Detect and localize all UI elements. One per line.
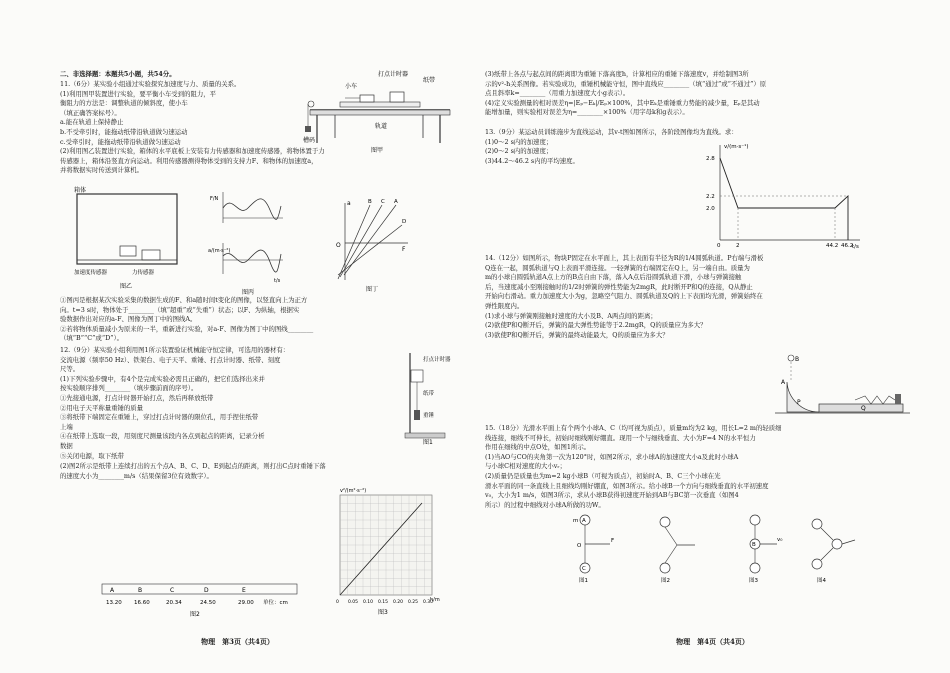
q15-line: 与小球C相对速度的大小vᵣ； xyxy=(485,462,567,471)
figure-ding xyxy=(330,195,410,295)
tape-point-B: B xyxy=(138,587,143,594)
q12c-line: (3)纸带上各点与起点间的距离即为重锤下落高度h，计算相应的重锤下落速度v，并绘制图3所 xyxy=(485,70,749,78)
q15-line: (2)质量仍是质量也为m=2 kg小球B（可视为质点），初始时A、B、C三个小球在光 xyxy=(485,471,721,480)
tape-point-E: E xyxy=(242,587,246,594)
q11-line: b.不受牵引时，能拖动纸带沿轨道做匀速运动 xyxy=(60,127,188,136)
q15-fig-caption: 图1 xyxy=(579,578,588,584)
q11-line: 传感器上，箱体沿竖直方向运动。利用传感器测得物体受到的支持力F、和物体的加速度a， xyxy=(60,156,318,165)
q14-line: 弹性限度内。 xyxy=(485,301,524,310)
fig3-xtick: 0 xyxy=(336,600,339,605)
vt-ytick: 2.2 xyxy=(706,194,715,200)
caption-fig1: 图1 xyxy=(423,439,433,446)
figure-jia xyxy=(305,68,455,158)
fig3-xtick: 0.10 xyxy=(363,600,374,605)
ball-label-B: B xyxy=(752,542,756,548)
tape-unit: 单位：cm xyxy=(263,600,288,606)
caption-yi: 图乙 xyxy=(120,283,133,290)
question-11 xyxy=(60,80,310,147)
question-12 xyxy=(60,346,400,461)
q12-line: ③将纸带下端固定在重锤上，穿过打点计时器的限位孔，用手捏住纸带 xyxy=(60,413,259,422)
q13-line: (2)0～2 s内的加速度； xyxy=(485,147,553,156)
ding-origin: O xyxy=(336,242,341,249)
q15-line: v₀，大小为1 m/s，如图3所示，求从小球B获得初速度开始到AB与BC第一次垂直（如图4 xyxy=(485,491,739,500)
q11-line: (2)利用图乙装置进行实验，箱体的水平底板上安装有力传感器和加速度传感器，将物体置于力 xyxy=(60,147,325,155)
fig3-xtick: 0.25 xyxy=(408,600,419,605)
fig3-xtick: 0.30 xyxy=(423,600,434,605)
left-footer: 物理 第3页（共4页） xyxy=(201,637,274,646)
q12-line: 按实验顺序排列________（填步骤前面的序号）。 xyxy=(60,384,198,393)
q12-line: 数据 xyxy=(60,441,73,450)
q14-line: 14.（12分）如图所示，物块P固定在水平面上，其上表面有半径为R的1/4圆弧轨道。P右端与滑板 xyxy=(485,254,764,262)
q12-line: 的速度大小为________m/s（结果保留3位有效数字）。 xyxy=(60,471,213,480)
q11-line: 衡阻力的方法是：调整轨道的倾斜度，使小车 xyxy=(60,99,188,108)
q12-line: 上端 xyxy=(60,422,73,431)
fig3-ylabel: v²/(m²·s⁻²) xyxy=(340,488,367,494)
q12-line: 尺等。 xyxy=(60,365,80,374)
vt-xtick: 46.2 xyxy=(841,243,854,249)
figure-12-2 xyxy=(100,582,300,618)
q15-line: 线连接，细线不可伸长，初始时细线刚好绷直。现用一个与细线垂直、大小为F=4 N的水平恒力 xyxy=(485,433,756,442)
q15-line: 作用在细线的中点O处，如图1所示。 xyxy=(485,443,591,452)
q11-line: c.受牵引时，能拖动纸带沿轨道做匀速运动 xyxy=(60,137,181,146)
q15-line: 滑水平面的同一条直线上且细线均刚好绷直，如图3所示。给小球B一个方向与细线垂直的水平初速度 xyxy=(485,481,769,490)
q14-label: P xyxy=(797,399,801,406)
section-title: 二、非选择题：本题共5小题，共54分。 xyxy=(60,70,176,78)
velocity-label: v₀ xyxy=(777,537,783,543)
fig3-xlabel: h/m xyxy=(430,597,440,603)
tape-point-D: D xyxy=(204,587,209,594)
bing-xlabel: t/s xyxy=(274,278,281,284)
q12-line: ①先接通电源，打点计时器开始打点，然后再释放纸带 xyxy=(60,393,214,402)
q14-figure xyxy=(775,352,915,420)
right-page xyxy=(475,0,950,673)
q12c-line: 示的v²-h关系图像。若实验成功，重锤机械能守恒，图中直线应________（填“通过”或“不通过”）原 xyxy=(485,79,767,88)
q12-line: ④在纸带上选取一段，用刻度尺测量该段内各点到起点的距离，记录分析 xyxy=(60,432,265,441)
figure-12-1 xyxy=(395,345,465,445)
q14-label: Q xyxy=(861,405,866,412)
label-timer: 打点计时器 xyxy=(378,71,409,78)
fig1-weight: 重锤 xyxy=(423,413,435,419)
tape-point-A: A xyxy=(110,587,115,594)
q11-line: ①图丙是根据某次实验采集的数据生成的F、和a随时间t变化的图像，以竖直向上为正方 xyxy=(60,296,308,304)
q14-line: 开始向右滑动。重力加速度大小为g，忽略空气阻力、圆弧轨道及Q的上下表面均光滑，弹簧始终在 xyxy=(485,292,763,301)
q11-line: 11.（6分）某实验小组通过实验探究加速度与力、质量的关系。 xyxy=(60,80,241,88)
vt-ytick: 2.0 xyxy=(706,206,715,212)
point-label-O: O xyxy=(577,543,582,549)
fig1-timer: 打点计时器 xyxy=(423,357,451,363)
fig3-xtick: 0.20 xyxy=(393,600,404,605)
question-12-part2 xyxy=(60,462,465,481)
q11-line: (1)利用图甲装置进行实验，要平衡小车受到的阻力，平 xyxy=(60,89,217,98)
q12c-line: 能增加量，则实验相对误差为η=________×100%（用字母k和g表示）。 xyxy=(485,108,689,117)
caption-bing: 图丙 xyxy=(242,289,255,296)
ding-line-label: C xyxy=(381,199,385,205)
right-footer: 物理 第4页（共4页） xyxy=(676,637,749,646)
tape-value: 20.34 xyxy=(166,600,182,606)
q15-fig-caption: 图3 xyxy=(749,578,758,584)
q15-figures xyxy=(555,512,875,584)
q12-line: 12.（9分）某实验小组利用图1所示装置验证机械能守恒定律，可选用的器材有： xyxy=(60,346,290,354)
q11-line: ②若将物体质量减小为原来的一半，重新进行实验，对a-F、图像为图丁中的图线________ xyxy=(60,324,314,333)
q11-line: a.能在轨道上保持静止 xyxy=(60,118,124,127)
q12-line: 交流电源（频率50 Hz）、铁架台、电子天平、重锤、打点计时器、纸带、刻度 xyxy=(60,355,281,364)
bing-bottom-label: a/(m·s⁻²) xyxy=(208,248,231,254)
label-accel-sensor: 加速度传感器 xyxy=(74,270,108,276)
q13-line: (1)0～2 s内的加速度； xyxy=(485,137,553,146)
q14-line: m的小球自圆弧轨道A点上方的B点自由下落，落入A点后沿圆弧轨道下滑，小球与弹簧接触 xyxy=(485,273,742,282)
vt-xtick: 2 xyxy=(736,243,740,249)
q12-line: (2)图2所示是纸带上连续打出的五个点A、B、C、D、E到起点的距离，则打出C点时重锤下落 xyxy=(60,462,326,470)
label-tape: 纸带 xyxy=(423,77,436,84)
left-section-header xyxy=(60,70,310,80)
ding-line-label: A xyxy=(394,199,398,205)
q11-line: 向。t=3 s时，物体处于________（填“超重”或“失重”）状态；以F、为纵轴，根据实 xyxy=(60,305,300,314)
question-11-part3 xyxy=(60,296,465,344)
q12-line: ⑤关闭电源，取下纸带 xyxy=(60,451,124,460)
q11-line: 并将数据实时传送到计算机。 xyxy=(60,166,144,175)
q15-line: (1)当AO与CO的夹角第一次为120°时，如图2所示，求小球A的加速度大小a及此时小球A xyxy=(485,452,739,461)
q14-line: (2)欲使P和Q断开后，弹簧的最大弹性势能等于2.2mgR，Q的质量应为多大？ xyxy=(485,321,707,330)
q13-line: 13.（9分）某运动员训练施步为直线运动，其v-t图如图所示，各阶段图像均为直线。求： xyxy=(485,128,738,136)
q12c-line: (4)定义实验测量的相对误差η=|Eₚ−Eₖ|/Eₚ×100%，其中Eₖ是重锤重力势能的减少量，Eₚ是其动 xyxy=(485,98,760,107)
q12-line: ②用电子天平称量重锤的质量 xyxy=(60,403,144,412)
q15-line: 所示）的过程中细线对小球A所做的功W。 xyxy=(485,500,605,509)
vt-graph xyxy=(690,140,865,248)
label-hook: 槽码 xyxy=(303,137,316,144)
vt-ytick: 2.8 xyxy=(706,156,715,162)
fig3-xtick: 0.05 xyxy=(348,600,359,605)
vt-xtick: 0 xyxy=(717,243,721,249)
tape-value: 16.60 xyxy=(134,600,150,606)
tape-value: 24.50 xyxy=(200,600,216,606)
ding-line-label: B xyxy=(368,199,372,205)
ball-label-A: A xyxy=(582,518,586,524)
label-box: 箱体 xyxy=(74,187,87,194)
q14-line: (1)求小球与弹簧刚接触时速度的大小及B、A两点间的距离； xyxy=(485,311,657,320)
q12c-line: 点且斜率k=________（用重力加速度大小g表示）。 xyxy=(485,89,630,98)
q14-label: A xyxy=(781,379,786,386)
ball-label-C: C xyxy=(582,566,586,572)
force-label-F: F xyxy=(611,538,615,544)
figure-12-3 xyxy=(322,485,442,617)
tape-value: 13.20 xyxy=(106,600,122,606)
ding-yaxis: a xyxy=(347,200,351,207)
fig3-xtick: 0.15 xyxy=(378,600,389,605)
figure-bing xyxy=(208,188,288,298)
label-cart: 小车 xyxy=(345,83,358,90)
tape-value: 29.00 xyxy=(238,600,254,606)
question-12-continued xyxy=(485,70,940,118)
ding-line-label: D xyxy=(402,219,407,225)
label-force-sensor: 力传感器 xyxy=(132,270,155,276)
vt-xlabel: t/s xyxy=(852,244,859,250)
q13-line: (3)44.2～46.2 s内的平均速度。 xyxy=(485,156,579,165)
q11-line: （填正确答案标号）。 xyxy=(60,108,121,117)
q11-line: 验数据作出对应的a-F、图像为图丁中的图线A。 xyxy=(60,315,197,324)
ding-xaxis: F xyxy=(402,246,406,253)
vt-xtick: 44.2 xyxy=(826,243,839,249)
caption-fig2: 图2 xyxy=(190,611,200,618)
fig1-tape: 纸带 xyxy=(423,391,435,397)
caption-jia: 图甲 xyxy=(371,147,384,154)
q11-line: （填“B”“C”或“D”）。 xyxy=(60,334,124,343)
q15-fig-caption: 图4 xyxy=(817,578,826,584)
q14-line: Q连在一起，圆弧轨道与Q上表面平滑连接。一轻弹簧的右端固定在Q上，另一端自由。质量为 xyxy=(485,263,750,272)
question-15 xyxy=(485,424,940,510)
question-14 xyxy=(485,254,940,340)
caption-ding: 图丁 xyxy=(366,286,379,293)
bing-top-label: F/N xyxy=(210,196,219,202)
q14-line: 后，当速度减小至刚接触时的1/2时弹簧的弹性势能为2mgR，此时断开P和Q的连接，Q从静止 xyxy=(485,282,753,291)
q14-line: (3)欲使P和Q断开后，弹簧的最终动能最大，Q的质量应为多大？ xyxy=(485,330,669,339)
caption-fig3: 图3 xyxy=(378,609,388,616)
label-track: 轨道 xyxy=(375,123,388,130)
q12-line: (1)下列实验步骤中，有4个是完成实验必需且正确的，把它们选择出来并 xyxy=(60,374,265,383)
q15-fig-caption: 图2 xyxy=(661,578,670,584)
vt-ylabel: v/(m·s⁻¹) xyxy=(724,144,749,150)
q14-label: B xyxy=(795,356,800,363)
tape-point-C: C xyxy=(170,587,175,594)
q15-line: 15.（18分）光滑水平面上有个两个小球A、C（均可视为质点），质量m均为2 kg，用长L=2 m的轻质细 xyxy=(485,424,782,432)
figure-yi xyxy=(72,188,192,298)
mass-label-m: m xyxy=(573,518,579,524)
